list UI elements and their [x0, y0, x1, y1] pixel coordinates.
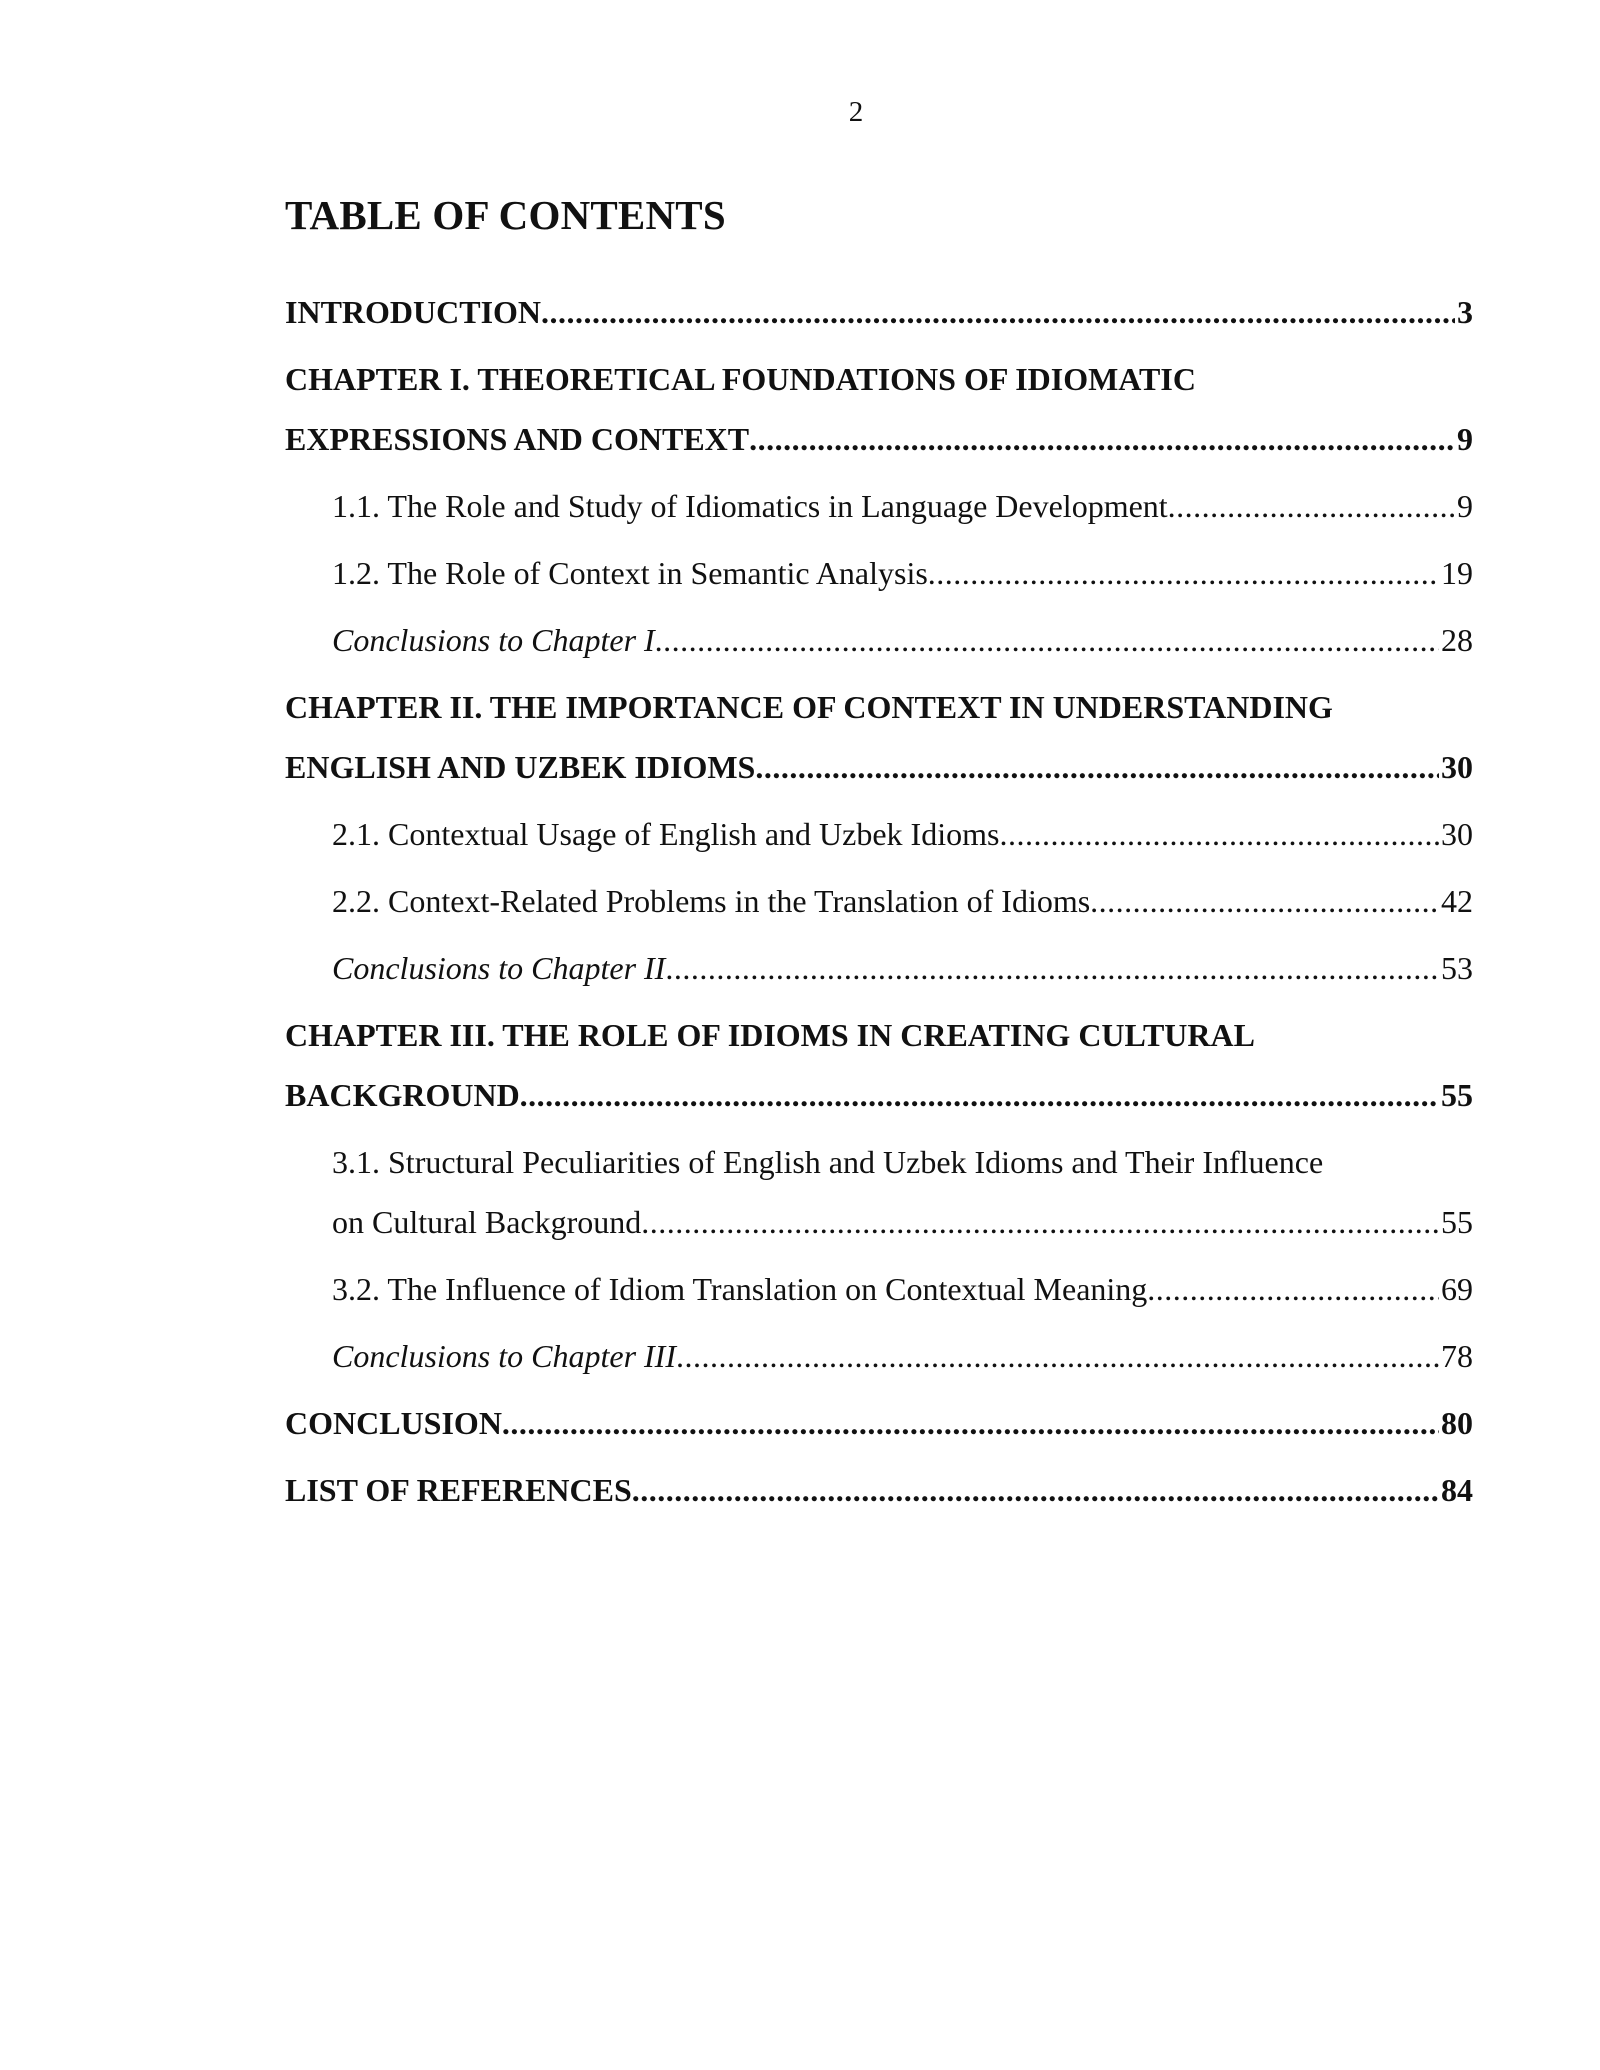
- toc-entry-label: ENGLISH AND UZBEK IDIOMS: [285, 749, 756, 785]
- toc-entry-page: 78: [1441, 1338, 1473, 1374]
- toc-entry-chapter-3[interactable]: [285, 1005, 1473, 1125]
- toc-entry-label: on Cultural Background: [332, 1204, 642, 1240]
- toc-entry-section-3-1[interactable]: [285, 1132, 1473, 1252]
- toc-entry-page: 28: [1441, 622, 1473, 658]
- dot-leader: [749, 409, 1455, 469]
- dot-leader: [676, 1326, 1439, 1386]
- toc-entry-label: 1.1. The Role and Study of Idiomatics in Language Development: [332, 488, 1168, 524]
- dot-leader: [641, 1192, 1439, 1252]
- dot-leader: [655, 610, 1439, 670]
- toc-entry-page: 55: [1441, 1204, 1473, 1240]
- toc-entry-page: 53: [1441, 950, 1473, 986]
- dot-leader: [999, 804, 1439, 864]
- toc-entry-page: 3: [1457, 294, 1473, 330]
- toc-entry-section-1-2[interactable]: [285, 543, 1473, 603]
- dot-leader: [502, 1393, 1439, 1453]
- toc-entry-conclusions-chapter-1[interactable]: [285, 610, 1473, 670]
- toc-entry-page: 30: [1441, 749, 1473, 785]
- toc-title: TABLE OF CONTENTS: [285, 192, 726, 238]
- toc-entry-label-line1: CHAPTER II. THE IMPORTANCE OF CONTEXT IN UNDERSTANDING: [285, 689, 1333, 725]
- toc-entry-conclusions-chapter-3[interactable]: [285, 1326, 1473, 1386]
- toc-entry-page: 80: [1441, 1405, 1473, 1441]
- toc-entry-label: 1.2. The Role of Context in Semantic Analysis: [332, 555, 928, 591]
- toc-entry-conclusion[interactable]: [285, 1393, 1473, 1453]
- dot-leader: [1090, 871, 1439, 931]
- toc-entry-page: 42: [1441, 883, 1473, 919]
- dot-leader: [541, 282, 1455, 342]
- toc-entry-label: 2.2. Context-Related Problems in the Translation of Idioms: [332, 883, 1091, 919]
- toc-entry-section-3-2[interactable]: [285, 1259, 1473, 1319]
- toc-entry-page: 9: [1457, 421, 1473, 457]
- toc-entry-references[interactable]: [285, 1460, 1473, 1520]
- toc-entry-label: LIST OF REFERENCES: [285, 1472, 632, 1508]
- toc-entry-conclusions-chapter-2[interactable]: [285, 938, 1473, 998]
- toc-entry-label: Conclusions to Chapter II: [332, 950, 666, 986]
- toc-entry-section-1-1[interactable]: [285, 476, 1473, 536]
- toc-entry-label-line1: CHAPTER III. THE ROLE OF IDIOMS IN CREATING CULTURAL: [285, 1017, 1255, 1053]
- toc-entry-label: BACKGROUND: [285, 1077, 520, 1113]
- toc-entry-page: 84: [1441, 1472, 1473, 1508]
- toc-entry-page: 9: [1457, 488, 1473, 524]
- toc-entry-label-line1: CHAPTER I. THEORETICAL FOUNDATIONS OF IDIOMATIC: [285, 361, 1196, 397]
- toc-entry-label: Conclusions to Chapter III: [332, 1338, 676, 1374]
- toc-entry-page: 30: [1441, 816, 1473, 852]
- page-number: 2: [848, 96, 864, 128]
- toc-entry-page: 55: [1441, 1077, 1473, 1113]
- toc-entry-label: 3.2. The Influence of Idiom Translation on Contextual Meaning: [332, 1271, 1148, 1307]
- toc-entry-label-line1: 3.1. Structural Peculiarities of English and Uzbek Idioms and Their Influence: [332, 1144, 1324, 1180]
- dot-leader: [520, 1065, 1439, 1125]
- toc-entry-section-2-2[interactable]: [285, 871, 1473, 931]
- toc-entry-label: Conclusions to Chapter I: [332, 622, 655, 658]
- toc-entry-label: EXPRESSIONS AND CONTEXT: [285, 421, 750, 457]
- dot-leader: [632, 1460, 1439, 1520]
- toc-entry-section-2-1[interactable]: [285, 804, 1473, 864]
- toc-entry-label: 2.1. Contextual Usage of English and Uzbek Idioms: [332, 816, 1000, 852]
- toc-entry-chapter-1[interactable]: [285, 349, 1473, 469]
- dot-leader: [755, 737, 1439, 797]
- table-of-contents: [285, 282, 1473, 1527]
- dot-leader: [665, 938, 1439, 998]
- dot-leader: [1168, 476, 1455, 536]
- dot-leader: [928, 543, 1439, 603]
- toc-entry-page: 19: [1441, 555, 1473, 591]
- dot-leader: [1147, 1259, 1439, 1319]
- toc-entry-label: CONCLUSION: [285, 1405, 502, 1441]
- toc-entry-introduction[interactable]: [285, 282, 1473, 342]
- toc-entry-label: INTRODUCTION: [285, 294, 542, 330]
- toc-entry-chapter-2[interactable]: [285, 677, 1473, 797]
- toc-entry-page: 69: [1441, 1271, 1473, 1307]
